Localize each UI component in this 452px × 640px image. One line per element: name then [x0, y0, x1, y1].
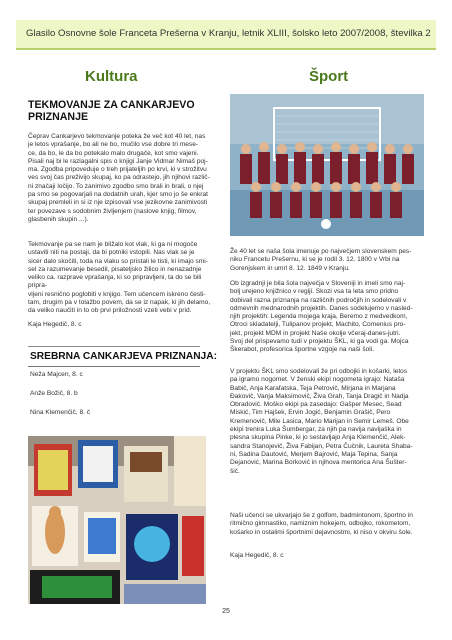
kultura-paragraph-1 — [28, 133, 213, 232]
paragraph-text: Čeprav Cankarjevo tekmovanje poteka že več kot 40 let, nas je letos vprašanje, bo ali ne bo, mučilo vse dobre tri mese- ce, da bo, le da bo potekalo malo drugače, kot smo vajeni. Pisali naj bi le razlagalni spis o knjigi Janje Vidmar Nimaš poj- ma. Zgodba pripoveduje o treh prijateljih po krvi, ki v strožitvu ves svoj čas preživijo skupaj, ko pa odrastejo, jih njihovi različ- ni značaji ločijo. To zanimivo zgodbo smo brali in brali, o njej pa smo se pogovarjali na dodatnih urah, kjer smo jo še enkrat skupaj premleli in si iz nje izpisovali vse jezikovne zanimivosti ter povezave s sodobnim življenjem (naslove knjig, filmov, glasbenih skupin ...). — [28, 133, 210, 223]
sport-paragraph-1 — [230, 248, 418, 281]
paragraph-text: Tekmovanje pa se nam je bližalo kot vlak, ki ga ni mogoče ustaviti niti na postaji, da bi potniki vstopili. Nas vlak se je sicer dalo skočiti, toda na vlaku so pristali le tisti, ki imajo smi- sel za razumevanje besedil, pisateljsko žilico in nenazadnje veliko ca. razprave vprašanja, ki so pripravljeni, ta do se bili pripra- vljeni resnično poglobiti v knjigo. Tem učencem iskreno česti- tam, drugim pa v tolažbo povem, da se iz napak, ki jih delamo, da veliko naučiti in to ob prvi priložnosti vzeti vebi v prid. — [28, 241, 211, 315]
silver-awards-title: SREBRNA CANKARJEVA PRIZNANJA: — [30, 351, 217, 362]
kultura-paragraph-2 — [28, 241, 213, 324]
paragraph-text: Ob izgradnji je bila šola največja v Sloveniji in imeli smo naj- bolj urejeno knjižnico v regiji. Skozi vsa ta leta smo pridno dobivali razna priznanja na različnih področjih in sodelovali v odmevnih mednarodnih projektih. Danes sodelujemo v nasled- njih projektih: Legenda mojega kraja, Beremo z medvedkom, Otroci skladatelji, Tulipanov projekt, Machito, Comenius pro- jekt, projekt MDM in projekt Naše okolje včeraj-danes-jutri. Svoj del prispevamo tudi v projektu ŠKL, ki ga vodi ga. Mojca Škerabot, profesorica športne vzgoje na naši šoli. — [230, 280, 413, 354]
header-text: Glasilo Osnovne šole Franceta Prešerna v Kranju, letnik XLIII, šolsko leto 2007/2008, številka 2 — [26, 28, 431, 39]
paragraph-text: Že 40 let se naša šola imenuje po največjem slovenskem pes- niku Francetu Prešernu, ki se je rodil 3. 12. 1800 v Vrbi na Gorenjskem in umrl 8. 12. 1849 v Kranju. — [230, 248, 412, 272]
section-title-kultura: Kultura — [85, 68, 138, 85]
football-team-photo — [230, 94, 424, 236]
award-name: Anže Božič, 8. b — [30, 390, 78, 397]
sport-paragraph-2 — [230, 280, 418, 363]
sport-paragraph-4 — [230, 512, 418, 545]
page-number: 25 — [222, 608, 230, 615]
award-name: Nina Klemenčič, 8. č — [30, 409, 91, 416]
award-name: Neža Majcen, 8. c — [30, 371, 83, 378]
paragraph-text: V projektu ŠKL smo sodelovali že pri odbojki in košarki, letos pa igramo nogomet. V ženski ekipi nogometa igrajo: Nataša Babič, Anja Karafatska, Teja Petrovič, Mirjana in Marjana Đakovič, Vanja Maksimovič, Živa Grah, Tanja Dragič in Nadja Obradovič. Moško ekipi pa zasedajo: Gašper Mesec, Sead Miskić, Tim Hajšek, Ervin Jogić, Benjamin Grašič, Pero Kremenovič, Mile Lasica, Mario Marijan in Semir Lemeš. Obe ekipi trenira Luka Šumbergar, za njih pa navija navijaška in plesna skupina Pinke, ki jo sestavljajo Anja Klemenčič, Alek- sandra Stanojevič, Živa Fabijan, Petra Čučnik, Laureta Shaba- ni, Sadina Dautović, Merjem Bajrović, Maja Tepina, Sanja Dejanović, Marina Borković in njihova mentorica Ana Šušter- šič. — [230, 368, 413, 475]
sport-signature: Kaja Hegedič, 8. c — [230, 552, 284, 559]
silver-awards-box — [28, 346, 217, 431]
sport-paragraph-3 — [230, 368, 418, 484]
divider — [28, 366, 200, 367]
newsletter-header — [16, 20, 436, 50]
section-title-sport: Šport — [309, 68, 349, 85]
kultura-signature: Kaja Hegedič, 8. c — [28, 321, 82, 328]
article-heading: TEKMOVANJE ZA CANKARJEVO PRIZNANJE — [28, 99, 195, 123]
paragraph-text: Naši učenci se ukvarjajo še z golfom, badmintonom, športno in ritmično gimnastiko, namiznim hokejem, odbojko, rokometom, košarko in ostalimi športnimi dejavnostmi, ki niso v okviru šole. — [230, 512, 413, 536]
art-exhibition-photo — [28, 436, 206, 604]
